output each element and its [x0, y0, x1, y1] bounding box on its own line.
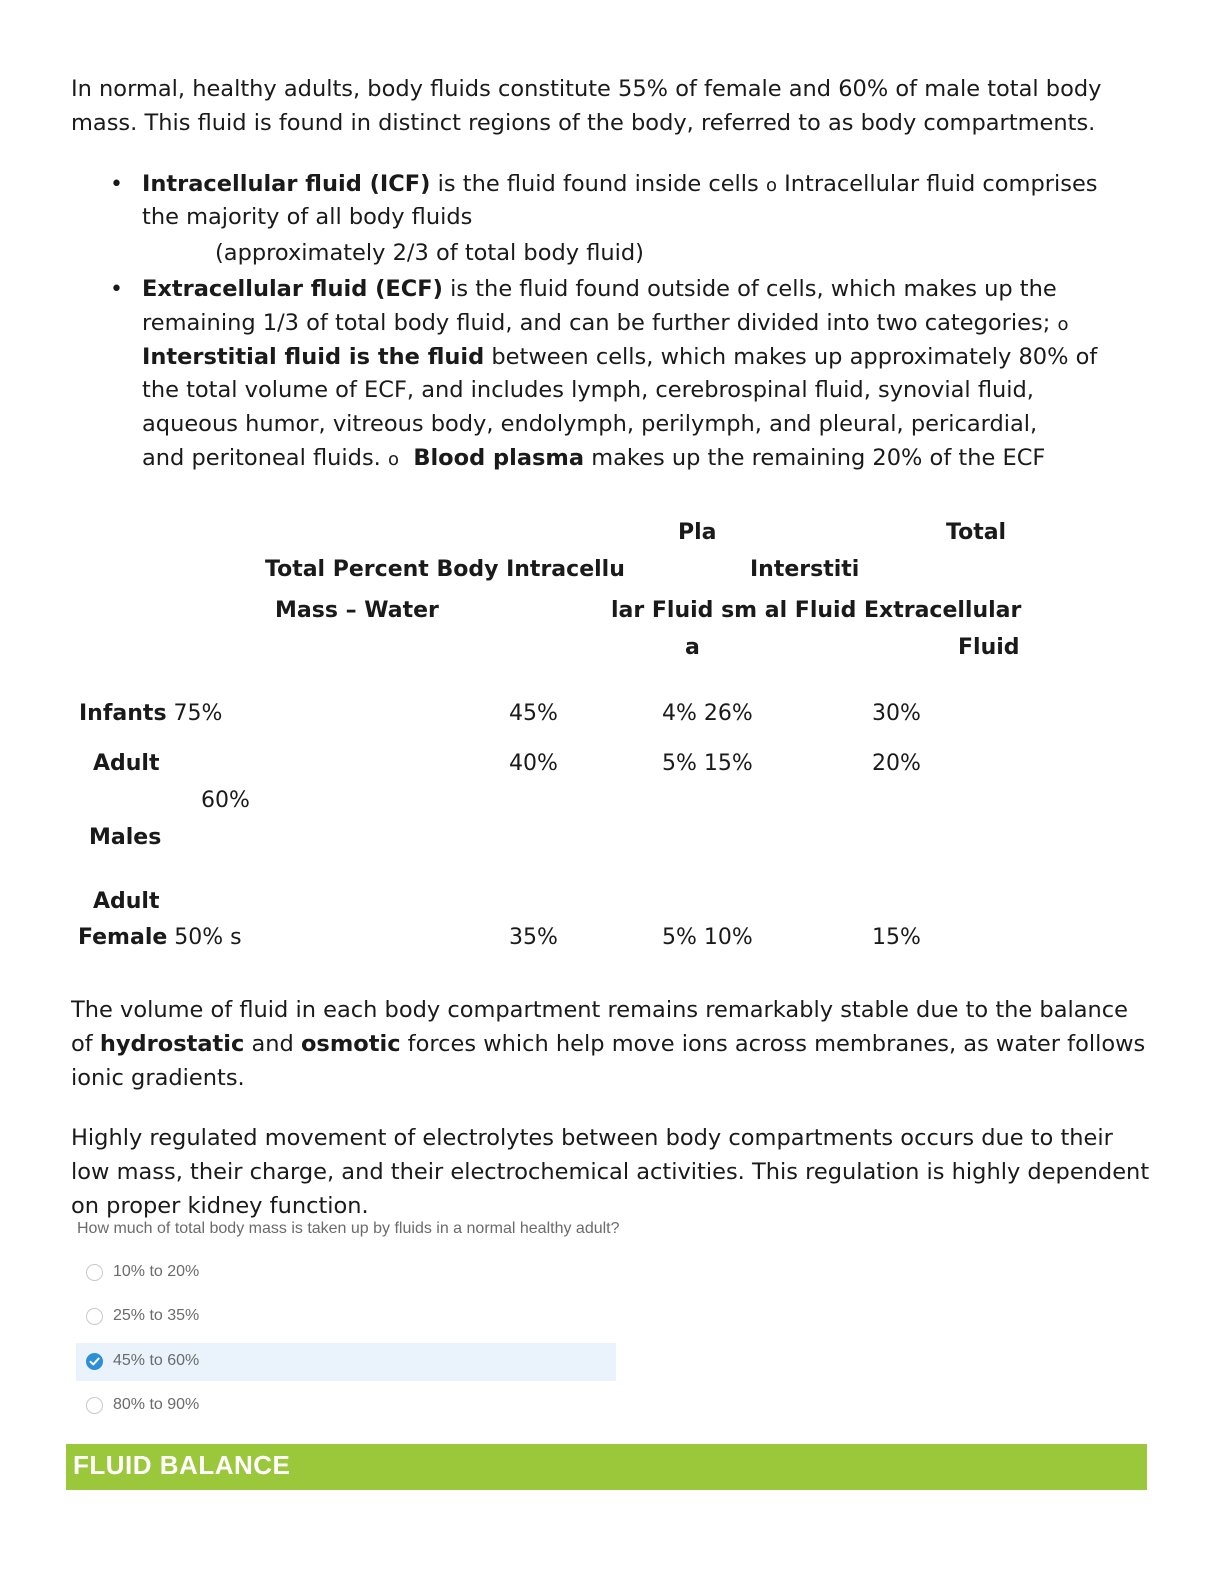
radio-icon[interactable]: [86, 1397, 103, 1414]
ecf-line-3: [142, 340, 1097, 374]
osmotic-term: osmotic: [300, 1031, 401, 1057]
row-females-label: Female 50% s: [78, 925, 242, 950]
row-infants-plasma-interstitial: 4% 26%: [662, 701, 753, 726]
ecf-line-1: [142, 272, 1057, 306]
interstitial-term: Interstitial fluid is the fluid: [142, 344, 485, 370]
row-males-plasma-interstitial: 5% 15%: [662, 751, 753, 776]
header-fluid: Fluid: [958, 635, 1020, 660]
row-males-total: 60%: [201, 788, 250, 813]
row-females-plasma-interstitial: 5% 10%: [662, 925, 753, 950]
para2-line-2: of hydrostatic and osmotic forces which help move ions across membranes, as water follows: [71, 1031, 1146, 1057]
header-lar-fluid: lar Fluid sm al Fluid Extracellular: [611, 598, 1022, 623]
row-males-icf: 40%: [509, 751, 558, 776]
ecf-text: is the fluid found outside of cells, which makes up the: [442, 276, 1057, 302]
icf-line-2: the majority of all body fluids: [142, 204, 473, 230]
quiz-option-selected[interactable]: [76, 1343, 616, 1381]
para3-line-3: on proper kidney function.: [71, 1193, 369, 1219]
ecf-term: Extracellular fluid (ECF): [142, 276, 443, 302]
icf-line-3: (approximately 2/3 of total body fluid): [215, 240, 644, 266]
ecf-line-4: the total volume of ECF, and includes lymph, cerebrospinal fluid, synovial fluid,: [142, 377, 1034, 403]
row-infants-icf: 45%: [509, 701, 558, 726]
ring-bullet-icon: o: [1057, 314, 1069, 335]
quiz-option-label: 25% to 35%: [113, 1307, 200, 1324]
bullet-icon: •: [110, 172, 123, 197]
checkmark-icon[interactable]: [86, 1353, 103, 1370]
para2-line-3: ionic gradients.: [71, 1065, 245, 1091]
ecf-text-6-rest: makes up the remaining 20% of the ECF: [584, 445, 1046, 471]
header-total-percent: Total Percent Body Intracellu: [265, 557, 625, 582]
ring-bullet-icon: o: [387, 449, 399, 470]
ecf-line-2: [142, 306, 1068, 342]
hydrostatic-term: hydrostatic: [99, 1031, 245, 1057]
section-title: FLUID BALANCE: [73, 1450, 291, 1480]
row-females-icf: 35%: [509, 925, 558, 950]
section-banner: [66, 1444, 1147, 1490]
para3-line-1: Highly regulated movement of electrolytes between body compartments occurs due to their: [71, 1125, 1113, 1151]
header-total: Total: [946, 520, 1007, 545]
icf-term: Intracellular fluid (ICF): [142, 171, 431, 197]
quiz-option-label: 45% to 60%: [113, 1352, 200, 1369]
header-mass-water: Mass – Water: [275, 598, 439, 623]
ecf-line-5: aqueous humor, vitreous body, endolymph, perilymph, and pleural, pericardial,: [142, 411, 1038, 437]
quiz-option-label: 10% to 20%: [113, 1263, 200, 1280]
bullet-icon: •: [110, 277, 123, 302]
quiz-question: How much of total body mass is taken up by fluids in a normal healthy adult?: [77, 1220, 620, 1237]
quiz-option-label: 80% to 90%: [113, 1396, 200, 1413]
row-males-label-2: Males: [89, 825, 162, 850]
row-females-label-1: Adult: [93, 889, 160, 914]
quiz-option[interactable]: [76, 1254, 616, 1292]
para3-line-2: low mass, their charge, and their electrochemical activities. This regulation is highly dependent: [71, 1159, 1150, 1185]
row-females-ecf: 15%: [872, 925, 921, 950]
ecf-text-2: remaining 1/3 of total body fluid, and can be further divided into two categories;: [142, 310, 1058, 336]
row-infants-label: Infants 75%: [79, 701, 223, 726]
header-a: a: [685, 635, 700, 660]
ecf-line-6: [142, 441, 1045, 477]
header-pla: Pla: [678, 520, 717, 545]
radio-icon[interactable]: [86, 1264, 103, 1281]
intro-line-1: In normal, healthy adults, body fluids constitute 55% of female and 60% of male total body: [71, 76, 1102, 102]
ecf-text-6: and peritoneal fluids.: [142, 445, 388, 471]
icf-line-1: [142, 167, 1098, 203]
ecf-text-3: between cells, which makes up approximately 80% of: [484, 344, 1098, 370]
row-males-label-1: Adult: [93, 751, 160, 776]
row-males-ecf: 20%: [872, 751, 921, 776]
row-infants-ecf: 30%: [872, 701, 921, 726]
icf-text-tail: Intracellular fluid comprises: [776, 171, 1098, 197]
radio-icon[interactable]: [86, 1308, 103, 1325]
icf-text: is the fluid found inside cells: [430, 171, 766, 197]
intro-line-2: mass. This fluid is found in distinct regions of the body, referred to as body compartments.: [71, 110, 1096, 136]
quiz-option[interactable]: [76, 1387, 616, 1425]
blood-plasma-term: Blood plasma: [413, 445, 585, 471]
ring-bullet-icon: o: [765, 175, 777, 196]
quiz-option[interactable]: [76, 1298, 616, 1336]
para2-line-1: The volume of fluid in each body compartment remains remarkably stable due to the balance: [71, 997, 1128, 1023]
header-interstiti: Interstiti: [750, 557, 860, 582]
